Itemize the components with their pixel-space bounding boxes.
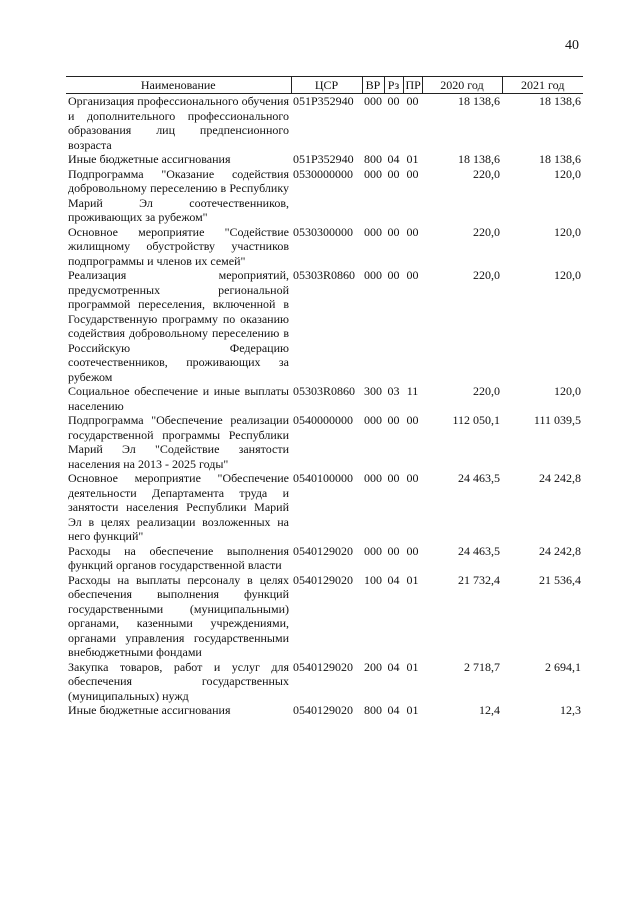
row-rz-cell: 04 — [387, 659, 400, 674]
row-2020-cell: 112 050,1 — [452, 413, 500, 427]
row-pr-cell: 00 — [406, 471, 419, 485]
row-csr-cell: 0540129020 — [293, 659, 353, 674]
table-row — [66, 573, 583, 660]
row-2020-cell: 21 732,4 — [458, 572, 500, 587]
row-csr-cell: 0530000000 — [293, 166, 353, 181]
table-row — [66, 152, 583, 167]
table-row — [66, 544, 583, 573]
row-rz-cell: 00 — [387, 166, 400, 181]
row-2020-cell: 220,0 — [473, 268, 500, 282]
row-2020-cell: 18 138,6 — [458, 152, 500, 166]
row-name-cell: Иные бюджетные ассигнования — [68, 152, 231, 166]
row-vr-cell: 100 — [364, 572, 382, 587]
row-2021-cell: 24 242,8 — [539, 471, 581, 485]
table-row — [66, 167, 583, 225]
row-pr-cell: 00 — [406, 166, 419, 181]
table-row — [66, 703, 583, 718]
row-rz-cell: 00 — [387, 413, 400, 427]
row-2021-cell: 120,0 — [554, 268, 581, 282]
page-number: 40 — [565, 38, 579, 53]
row-csr-cell: 0540129020 — [293, 703, 353, 717]
row-csr-cell: 05303R0860 — [293, 268, 356, 282]
row-csr-cell: 051P352940 — [293, 152, 354, 166]
row-2021-cell: 21 536,4 — [539, 572, 581, 587]
budget-table — [66, 76, 583, 718]
row-rz-cell: 00 — [387, 94, 400, 108]
row-rz-cell: 00 — [387, 543, 400, 558]
row-csr-cell: 05303R0860 — [293, 384, 356, 398]
row-name-cell: Подпрограмма "Оказание содействия добровольному переселению в Республику Марий Эл соотечественников, проживающих за рубежом" — [68, 166, 289, 224]
row-2020-cell: 24 463,5 — [458, 543, 500, 558]
row-vr-cell: 200 — [364, 659, 382, 674]
row-vr-cell: 000 — [364, 224, 382, 239]
row-vr-cell: 000 — [364, 268, 382, 282]
table-row — [66, 268, 583, 384]
row-vr-cell: 000 — [364, 543, 382, 558]
row-2020-cell: 220,0 — [473, 384, 500, 398]
table-row — [66, 94, 583, 153]
row-rz-cell: 04 — [387, 572, 400, 587]
row-name-cell: Закупка товаров, работ и услуг для обеспечения государственных (муниципальных) нужд — [68, 659, 289, 703]
row-rz-cell: 00 — [387, 471, 400, 485]
row-vr-cell: 000 — [364, 166, 382, 181]
row-vr-cell: 000 — [364, 413, 382, 427]
table-row — [66, 384, 583, 413]
table-header-row — [66, 77, 583, 94]
row-pr-cell: 00 — [406, 543, 419, 558]
row-vr-cell: 300 — [364, 384, 382, 398]
row-pr-cell: 00 — [406, 268, 419, 282]
header-csr: ЦСР — [291, 77, 362, 94]
row-2021-cell: 12,3 — [560, 703, 581, 717]
row-2020-cell: 12,4 — [479, 703, 500, 717]
row-name-cell: Организация профессионального обучения и дополнительного профессионального образования лиц предпенсионного возраста — [68, 94, 289, 152]
row-2021-cell: 120,0 — [554, 166, 581, 181]
row-2021-cell: 120,0 — [554, 224, 581, 239]
row-vr-cell: 000 — [364, 94, 382, 108]
row-pr-cell: 01 — [406, 572, 419, 587]
row-2021-cell: 18 138,6 — [539, 94, 581, 108]
table-row — [66, 413, 583, 471]
row-name-cell: Основное мероприятие "Обеспечение деятельности Департамента труда и занятости населения Республики Марий Эл в целях реализации возложенных на него функций" — [68, 471, 289, 543]
row-pr-cell: 00 — [406, 224, 419, 239]
header-name: Наименование — [66, 77, 291, 94]
row-name-cell: Подпрограмма "Обеспечение реализации государственной программы Республики Марий Эл "Содействие занятости населения на 2013 - 2025 годы" — [68, 413, 289, 471]
row-vr-cell: 800 — [364, 152, 382, 166]
row-2020-cell: 18 138,6 — [458, 94, 500, 108]
row-rz-cell: 00 — [387, 268, 400, 282]
row-pr-cell: 01 — [406, 703, 419, 717]
row-name-cell: Иные бюджетные ассигнования — [68, 703, 231, 717]
row-name-cell: Расходы на выплаты персоналу в целях обеспечения выполнения функций государственными (муниципальными) органами, казенными учреждениями, органами управления государственными внебюджетными фондами — [68, 572, 289, 659]
row-rz-cell: 04 — [387, 152, 400, 166]
header-2021: 2021 год — [502, 77, 583, 94]
row-2021-cell: 2 694,1 — [545, 659, 581, 674]
table-row — [66, 471, 583, 544]
row-2020-cell: 24 463,5 — [458, 471, 500, 485]
row-vr-cell: 000 — [364, 471, 382, 485]
row-rz-cell: 00 — [387, 224, 400, 239]
table-body — [66, 94, 583, 718]
row-csr-cell: 0540129020 — [293, 572, 353, 587]
row-name-cell: Основное мероприятие "Содействие жилищному обустройству участников подпрограммы и членов их семей" — [68, 224, 289, 268]
row-pr-cell: 11 — [406, 384, 419, 398]
table-row — [66, 225, 583, 269]
row-vr-cell: 800 — [364, 703, 382, 717]
row-name-cell: Реализация мероприятий, предусмотренных региональной программой переселения, включенной в Государственную программу по оказанию содействия добровольному переселению в Российскую Федерацию соотечественников, проживающих за рубежом — [68, 268, 289, 384]
row-pr-cell: 01 — [406, 152, 419, 166]
row-pr-cell: 00 — [406, 94, 419, 108]
header-rz: Рз — [384, 77, 403, 94]
row-2020-cell: 2 718,7 — [464, 659, 500, 674]
header-vr: ВР — [362, 77, 384, 94]
row-2020-cell: 220,0 — [473, 166, 500, 181]
row-pr-cell: 00 — [406, 413, 419, 427]
row-2021-cell: 111 039,5 — [533, 413, 581, 427]
table-row — [66, 660, 583, 704]
row-pr-cell: 01 — [406, 659, 419, 674]
header-2020: 2020 год — [422, 77, 502, 94]
row-2020-cell: 220,0 — [473, 224, 500, 239]
row-rz-cell: 04 — [387, 703, 400, 717]
row-csr-cell: 0530300000 — [293, 224, 353, 239]
row-2021-cell: 120,0 — [554, 384, 581, 398]
row-csr-cell: 051P352940 — [293, 94, 354, 108]
row-rz-cell: 03 — [387, 384, 400, 398]
row-csr-cell: 0540000000 — [293, 413, 353, 427]
row-csr-cell: 0540129020 — [293, 543, 353, 558]
row-name-cell: Расходы на обеспечение выполнения функций органов государственной власти — [68, 543, 289, 572]
row-csr-cell: 0540100000 — [293, 471, 353, 485]
row-2021-cell: 18 138,6 — [539, 152, 581, 166]
header-pr: ПР — [403, 77, 422, 94]
row-2021-cell: 24 242,8 — [539, 543, 581, 558]
row-name-cell: Социальное обеспечение и иные выплаты населению — [68, 384, 289, 413]
